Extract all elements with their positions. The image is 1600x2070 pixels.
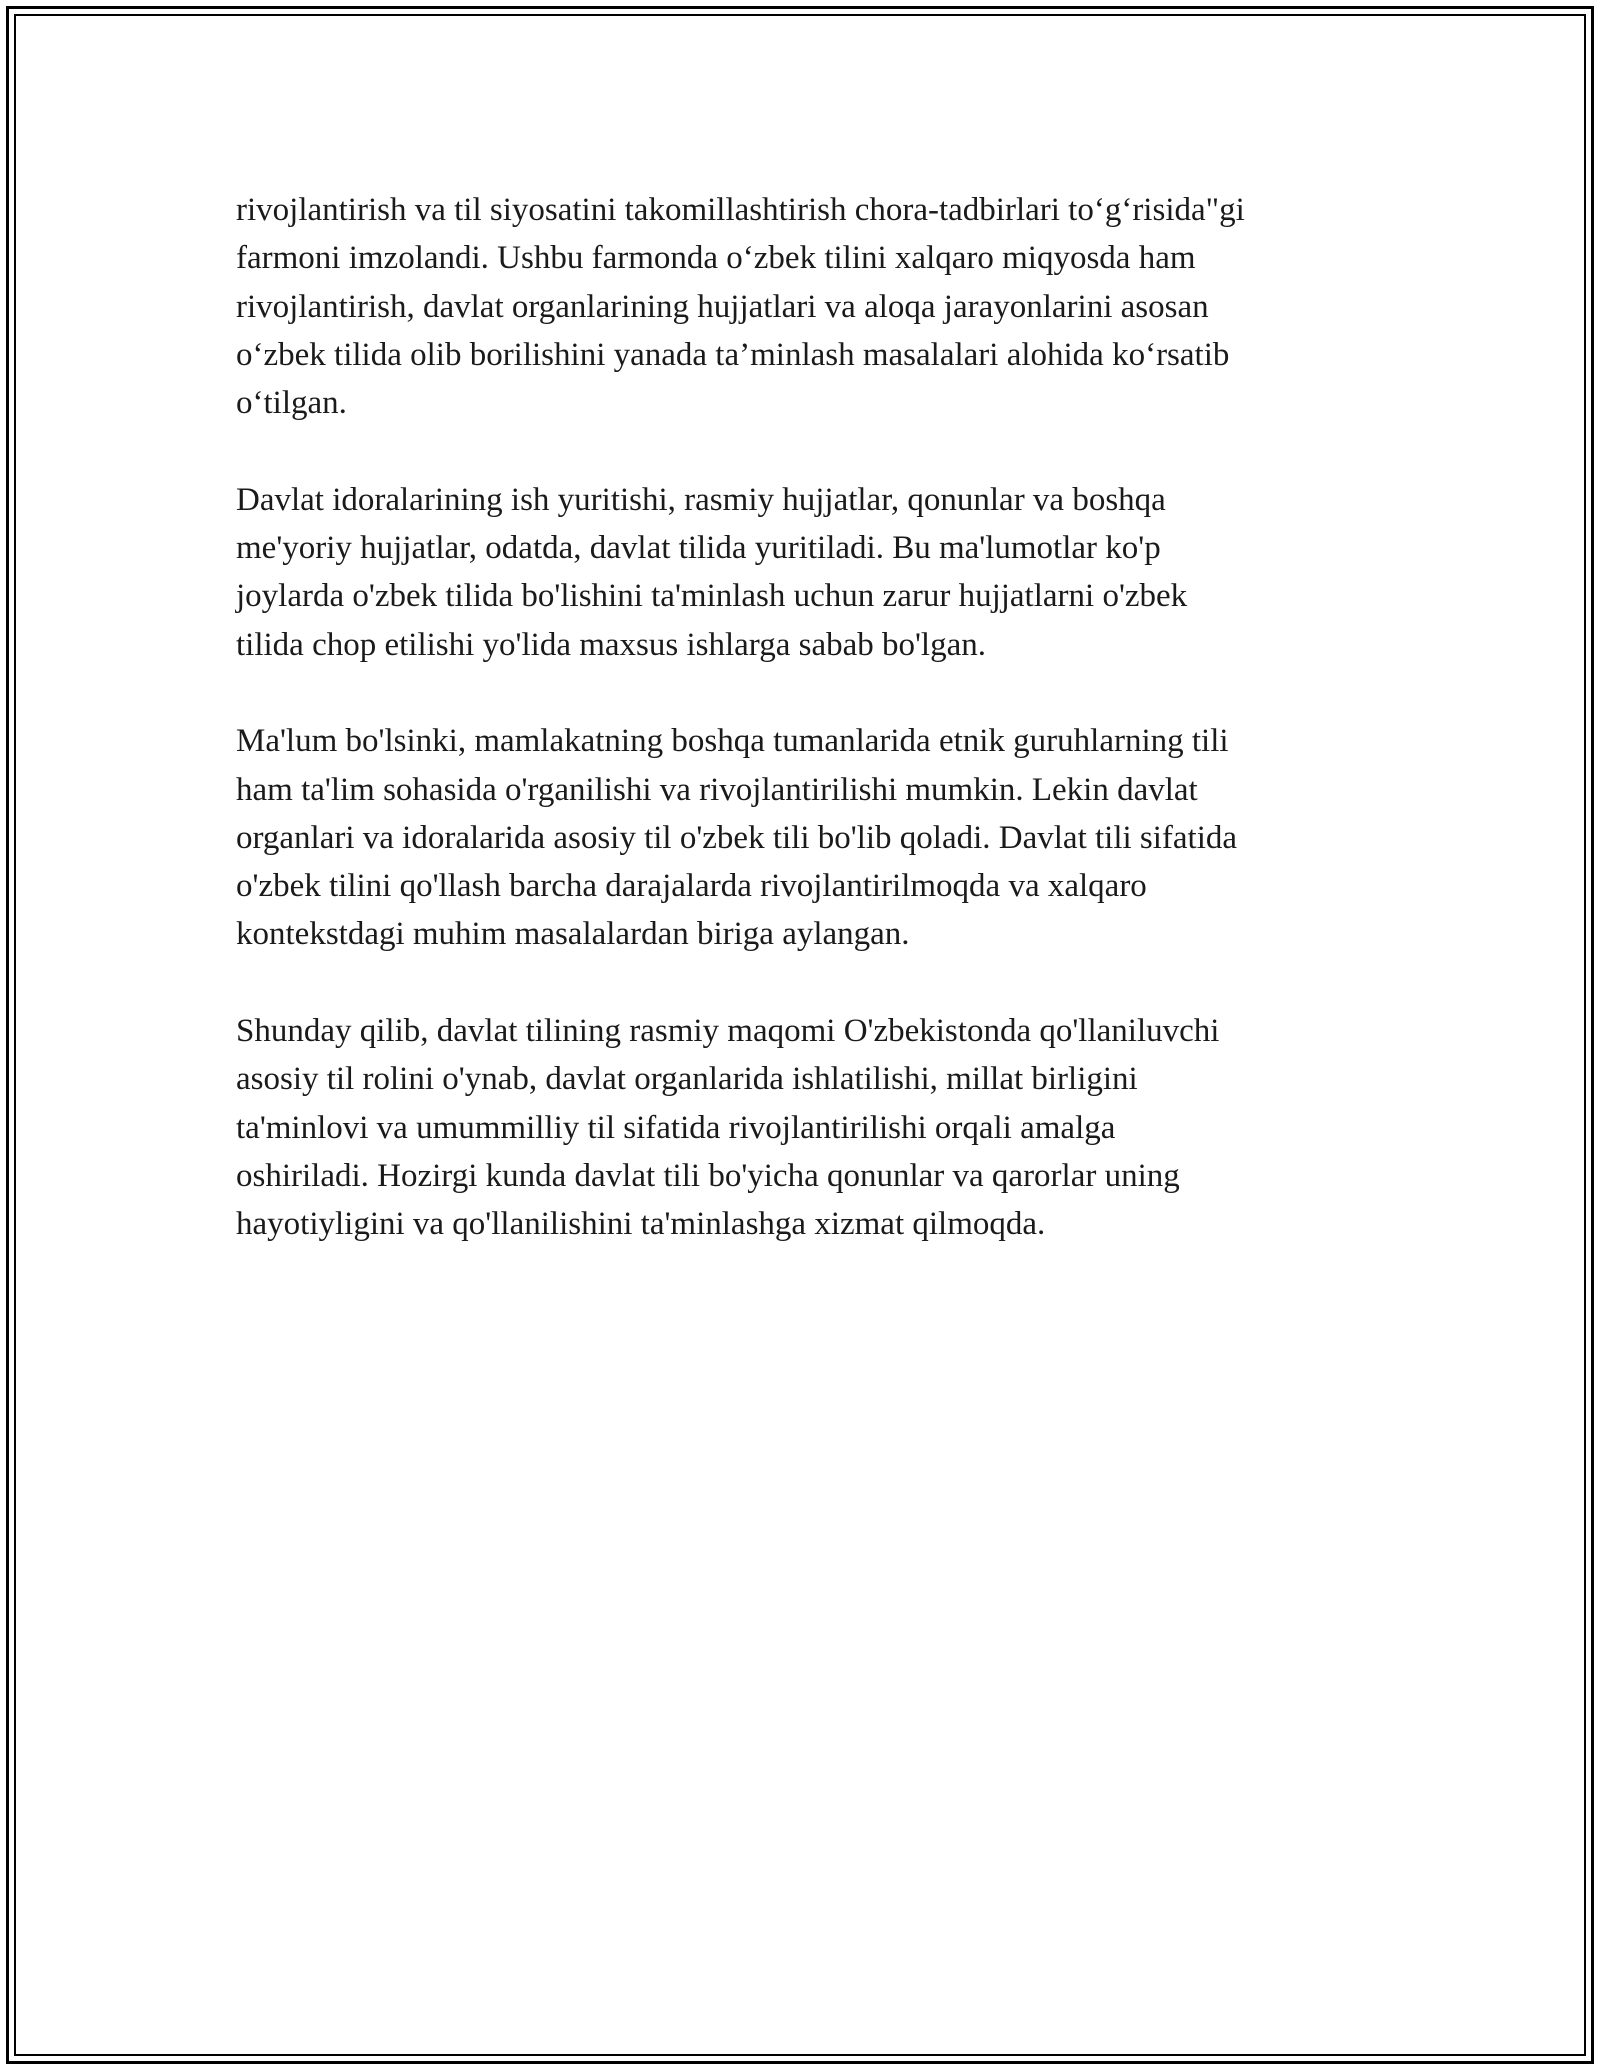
text-line: tilida chop etilishi yo'lida maxsus ishlarga sabab bo'lgan. — [236, 626, 986, 663]
text-line: joylarda o'zbek tilida bo'lishini ta'minlash uchun zarur hujjatlarni o'zbek — [236, 578, 1188, 615]
text-line: farmoni imzolandi. Ushbu farmonda o‘zbek tilini xalqaro miqyosda ham — [236, 240, 1196, 277]
text-line: Ma'lum bo'lsinki, mamlakatning boshqa tumanlarida etnik guruhlarning tili — [236, 723, 1229, 760]
text-line: o‘zbek tilida olib borilishini yanada ta’minlash masalalari alohida ko‘rsatib — [236, 336, 1230, 373]
text-line: rivojlantirish, davlat organlarining hujjatlari va aloqa jarayonlarini asosan — [236, 288, 1209, 325]
text-line: rivojlantirish va til siyosatini takomillashtirish chora-tadbirlari to‘g‘risida"gi — [236, 192, 1245, 228]
paragraph-3 — [236, 717, 1366, 958]
text-line: ham ta'lim sohasida o'rganilishi va rivojlantirilishi mumkin. Lekin davlat — [236, 771, 1198, 808]
text-line: ta'minlovi va umummilliy til sifatida rivojlantirilishi orqali amalga — [236, 1109, 1116, 1146]
paragraph-4 — [236, 1007, 1366, 1248]
text-line: organlari va idoralarida asosiy til o'zbek tili bo'lib qoladi. Davlat tili sifatida — [236, 819, 1238, 856]
text-line: oshiriladi. Hozirgi kunda davlat tili bo'yicha qonunlar va qarorlar uning — [236, 1157, 1180, 1194]
text-line: kontekstdagi muhim masalalardan biriga aylangan. — [236, 916, 910, 953]
paragraph-2 — [236, 476, 1366, 669]
text-line: asosiy til rolini o'ynab, davlat organlarida ishlatilishi, millat birligini — [236, 1061, 1138, 1098]
text-line: Shunday qilib, davlat tilining rasmiy maqomi O'zbekistonda qo'llaniluvchi — [236, 1013, 1220, 1050]
text-line: me'yoriy hujjatlar, odatda, davlat tilida yuritiladi. Bu ma'lumotlar ko'p — [236, 530, 1161, 567]
text-line: o‘tilgan. — [236, 385, 347, 422]
text-line: Davlat idoralarining ish yuritishi, rasmiy hujjatlar, qonunlar va boshqa — [236, 481, 1166, 518]
paragraph-1 — [236, 186, 1366, 427]
text-line: hayotiyligini va qo'llanilishini ta'minlashga xizmat qilmoqda. — [236, 1206, 1046, 1243]
document-body — [236, 186, 1366, 1297]
text-line: o'zbek tilini qo'llash barcha darajalarda rivojlantirilmoqda va xalqaro — [236, 868, 1147, 905]
